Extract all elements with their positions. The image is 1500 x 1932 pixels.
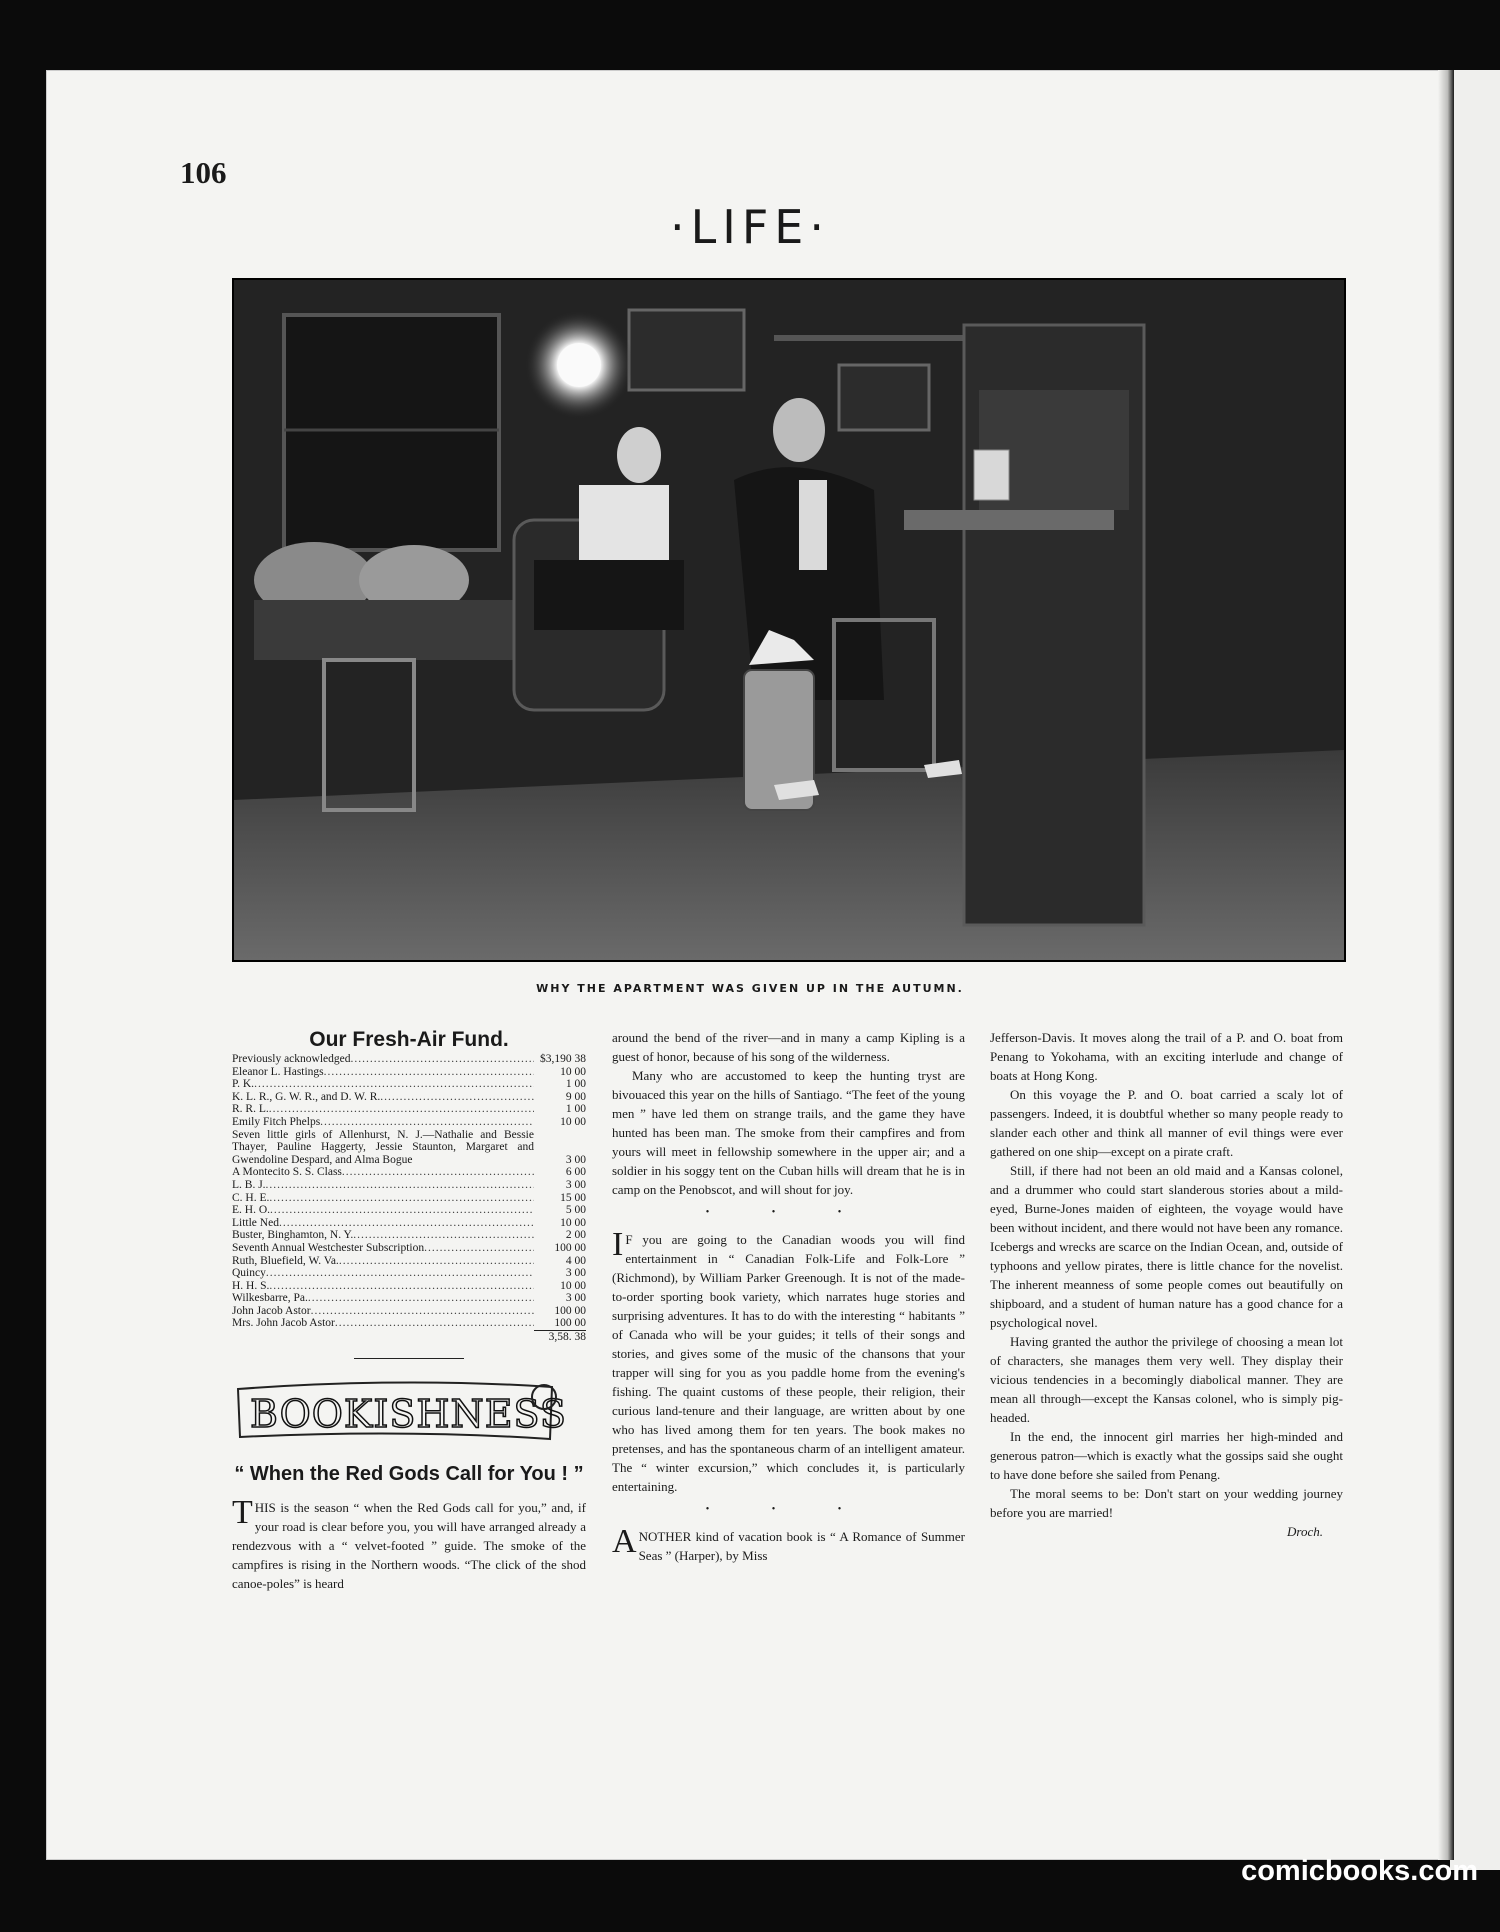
facing-page-edge — [1450, 70, 1500, 1870]
dot-leader — [353, 1229, 534, 1242]
fund-row — [232, 1166, 586, 1179]
fund-amount: 100 00 — [554, 1304, 586, 1317]
fund-row — [232, 1317, 586, 1330]
fund-amount: 100 00 — [554, 1241, 586, 1254]
dot-leader — [380, 1091, 534, 1104]
fund-amount: 1 00 — [565, 1103, 586, 1116]
fund-donor: Buster, Binghamton, N. Y. — [232, 1229, 354, 1242]
fund-row — [232, 1129, 586, 1167]
fund-amount: 10 00 — [560, 1065, 586, 1078]
fund-donor: Wilkesbarre, Pa. — [232, 1292, 308, 1305]
fund-row — [232, 1305, 586, 1318]
fund-total-row — [232, 1330, 586, 1344]
fund-donor: Emily Fitch Phelps — [232, 1115, 321, 1128]
fund-donor: Seven little girls of Allenhurst, N. J.—Nathalie and Bessie Thayer, Pauline Haggerty, Jessie Staunton, Margaret and Gwendoline Despard, and Alma Bogue — [232, 1128, 534, 1166]
paragraph: Still, if there had not been an old maid and a Kansas colonel, and a drummer who could start slanderous stories about a mild-eyed, Burne-Jones maiden of eighteen, the voyage would have been without incident, and there would not have been any romance. Icebergs and wrecks are scarce on the Indian Ocean, and, outside of typhoons and yellow pirates, there is little chance for the novelist. The inherent meanness of some people comes out beautifully on shipboard, and a student of human nature has a good chance for a psychological novel. — [990, 1163, 1343, 1330]
column-2 — [612, 1028, 965, 1565]
fund-row — [232, 1280, 586, 1293]
paragraph-text: F you are going to the Canadian woods you will find entertainment in “ Canadian Folk-Life and Folk-Lore ” (Richmond), by William Parker Greenough. It is not of the made-to-order sporting book variety, which narrates huge stories and surprising adventures. It has to do with the interesting “ habitants ” of Canada who will be your guides; it tells of their songs and stories, and gives some of the music of the chansons that your trapper will sing for you as you paddle home from the evening's fishing. The quaint customs of these people, their religion, their curious land-tenure and their language, are written about by one who has lived among them for ten years. The book makes no pretenses, and has the spontaneous charm of an intelligent amateur. The “ winter excursion,” which concludes it, is particularly entertaining. — [612, 1232, 965, 1494]
dot-leader — [351, 1053, 535, 1066]
dot-leader — [269, 1192, 534, 1205]
fund-amount: 3 00 — [565, 1292, 586, 1305]
fund-amount: 4 00 — [565, 1254, 586, 1267]
illustration — [232, 278, 1346, 962]
fund-row — [232, 1229, 586, 1242]
bookishness-banner-text: BOOKISHNESS — [250, 1391, 567, 1436]
fund-total: 3,58. 38 — [534, 1330, 586, 1344]
dot-leader — [266, 1179, 534, 1192]
fund-amount: 3 00 — [565, 1267, 586, 1280]
fund-amount: 10 00 — [560, 1216, 586, 1229]
column-3 — [990, 1028, 1343, 1541]
dot-leader — [270, 1204, 534, 1217]
fund-row — [232, 1066, 586, 1079]
fund-amount: 2 00 — [565, 1229, 586, 1242]
fund-amount: 3 00 — [565, 1178, 586, 1191]
fund-amount: 9 00 — [565, 1090, 586, 1103]
fund-amount: 10 00 — [560, 1279, 586, 1292]
paragraph: around the bend of the river—and in many a camp Kipling is a guest of honor, because of his song of the wilderness. — [612, 1030, 965, 1064]
page-binding-shadow — [1438, 70, 1454, 1860]
fund-donor: H. H. S. — [232, 1279, 270, 1292]
bookishness-paragraph — [232, 1493, 586, 1593]
drop-cap: A — [612, 1523, 637, 1560]
fund-title: Our Fresh-Air Fund. — [309, 1028, 509, 1051]
fund-donor: E. H. O. — [232, 1204, 271, 1217]
fund-donor: Previously acknowledged — [232, 1053, 351, 1065]
illustration-drawing — [234, 280, 1344, 960]
fund-donor: K. L. R., G. W. R., and D. W. R. — [232, 1090, 381, 1103]
fund-row — [232, 1255, 586, 1268]
fund-donor: A Montecito S. S. Class — [232, 1166, 342, 1179]
fund-amount: $3,190 38 — [540, 1053, 586, 1065]
fund-row — [232, 1242, 586, 1255]
dot-leader — [269, 1103, 534, 1116]
paragraph — [612, 1226, 965, 1496]
fund-donor: Quincy — [232, 1267, 266, 1280]
review-heading: “ When the Red Gods Call for You ! ” — [234, 1462, 584, 1485]
fund-row — [232, 1116, 586, 1129]
fund-amount: 10 00 — [560, 1115, 586, 1128]
masthead-title: ·LIFE· — [670, 200, 830, 254]
fund-donor: P. K. — [232, 1078, 255, 1091]
bookishness-banner — [232, 1379, 572, 1447]
illustration-caption: WHY THE APARTMENT WAS GIVEN UP IN THE AUTUMN. — [536, 982, 964, 995]
paragraph: Jefferson-Davis. It moves along the trail of a P. and O. boat from Penang to Yokohama, with an exciting interlude and change of boats at Hong Kong. — [990, 1030, 1343, 1083]
column-1 — [232, 1028, 586, 1593]
page-number: 106 — [180, 155, 227, 190]
paragraph: On this voyage the P. and O. boat carried a scaly lot of passengers. Indeed, it is doubtful whether so many people ready to slander each other and think all manner of evil things were ever gathered on one ship—except on a pirate craft. — [990, 1087, 1343, 1159]
fund-amount: 5 00 — [565, 1204, 586, 1217]
fund-donor: Eleanor L. Hastings — [232, 1065, 324, 1078]
fund-donor: C. H. E. — [232, 1191, 270, 1204]
dot-leader — [311, 1305, 534, 1318]
section-separator: • • • — [705, 1207, 872, 1218]
paragraph-text: NOTHER kind of vacation book is “ A Romance of Summer Seas ” (Harper), by Miss — [638, 1529, 965, 1563]
fund-donor: Mrs. John Jacob Astor — [232, 1317, 335, 1330]
dot-leader — [266, 1267, 534, 1280]
fund-row — [232, 1103, 586, 1116]
masthead — [0, 200, 1500, 254]
dot-leader — [308, 1292, 534, 1305]
author-signature: Droch. — [1287, 1524, 1323, 1539]
drop-cap: T — [232, 1493, 253, 1531]
fund-row — [232, 1204, 586, 1217]
fund-donor: L. B. J. — [232, 1178, 266, 1191]
paragraph: Having granted the author the privilege of choosing a mean lot of characters, she manages them very well. They display their vicious tendencies in a becomingly diabolical manner. They are mean all through—except the Kansas colonel, who is simply pig-headed. — [990, 1334, 1343, 1425]
fund-row — [232, 1078, 586, 1091]
drop-cap: I — [612, 1226, 624, 1263]
paragraph: In the end, the innocent girl marries her high-minded and generous patron—which is exactly what the gossips said she ought to have done before she sailed from Penang. — [990, 1429, 1343, 1482]
dot-leader — [424, 1242, 534, 1255]
fund-donor: R. R. L. — [232, 1103, 269, 1116]
dot-leader — [342, 1166, 534, 1179]
fund-row — [232, 1091, 586, 1104]
fund-amount: 100 00 — [554, 1317, 586, 1330]
fund-row — [232, 1292, 586, 1305]
dot-leader — [324, 1066, 534, 1079]
dot-leader — [335, 1317, 534, 1330]
fund-row — [232, 1267, 586, 1280]
fund-donor: John Jacob Astor — [232, 1304, 311, 1317]
section-separator: • • • — [705, 1504, 872, 1515]
fund-amount: 6 00 — [565, 1166, 586, 1179]
fund-row — [232, 1179, 586, 1192]
fund-row — [232, 1192, 586, 1205]
paragraph: The moral seems to be: Don't start on your wedding journey before you are married! — [990, 1486, 1343, 1520]
watermark: comicbooks.com — [1241, 1855, 1478, 1887]
section-divider — [354, 1358, 464, 1359]
fund-amount: 3 00 — [565, 1153, 586, 1166]
dot-leader — [279, 1217, 534, 1230]
dot-leader — [254, 1078, 534, 1091]
fund-donor: Little Ned — [232, 1216, 279, 1229]
paragraph: Many who are accustomed to keep the hunting tryst are bivouaced this year on the hills of Santiago. “The feet of the young men ” have led them on strange trails, and the game they have hunted has been man. The smoke from their campfires and from yours will meet in fellowship somewhere in the upper air; and a soldier in his soggy tent on the Cuban hills will dream that he is in camp on the Penobscot, and will shout for joy. — [612, 1068, 965, 1197]
dot-leader — [320, 1116, 534, 1129]
fund-donor: Seventh Annual Westchester Subscription — [232, 1241, 425, 1254]
paragraph-text: HIS is the season “ when the Red Gods call for you,” and, if your road is clear before you, you will have arranged already a rendezvous with a “ velvet-footed ” guide. The smoke of the campfires is rising in the Northern woods. “The click of the shod canoe-poles” is heard — [232, 1499, 586, 1591]
fund-row — [232, 1053, 586, 1066]
paragraph — [612, 1523, 965, 1565]
fund-list — [232, 1053, 586, 1330]
fund-row — [232, 1217, 586, 1230]
fund-donor: Ruth, Bluefield, W. Va. — [232, 1254, 339, 1267]
dot-leader — [269, 1280, 534, 1293]
dot-leader — [339, 1255, 534, 1268]
fund-amount: 15 00 — [560, 1191, 586, 1204]
fund-amount: 1 00 — [565, 1078, 586, 1091]
